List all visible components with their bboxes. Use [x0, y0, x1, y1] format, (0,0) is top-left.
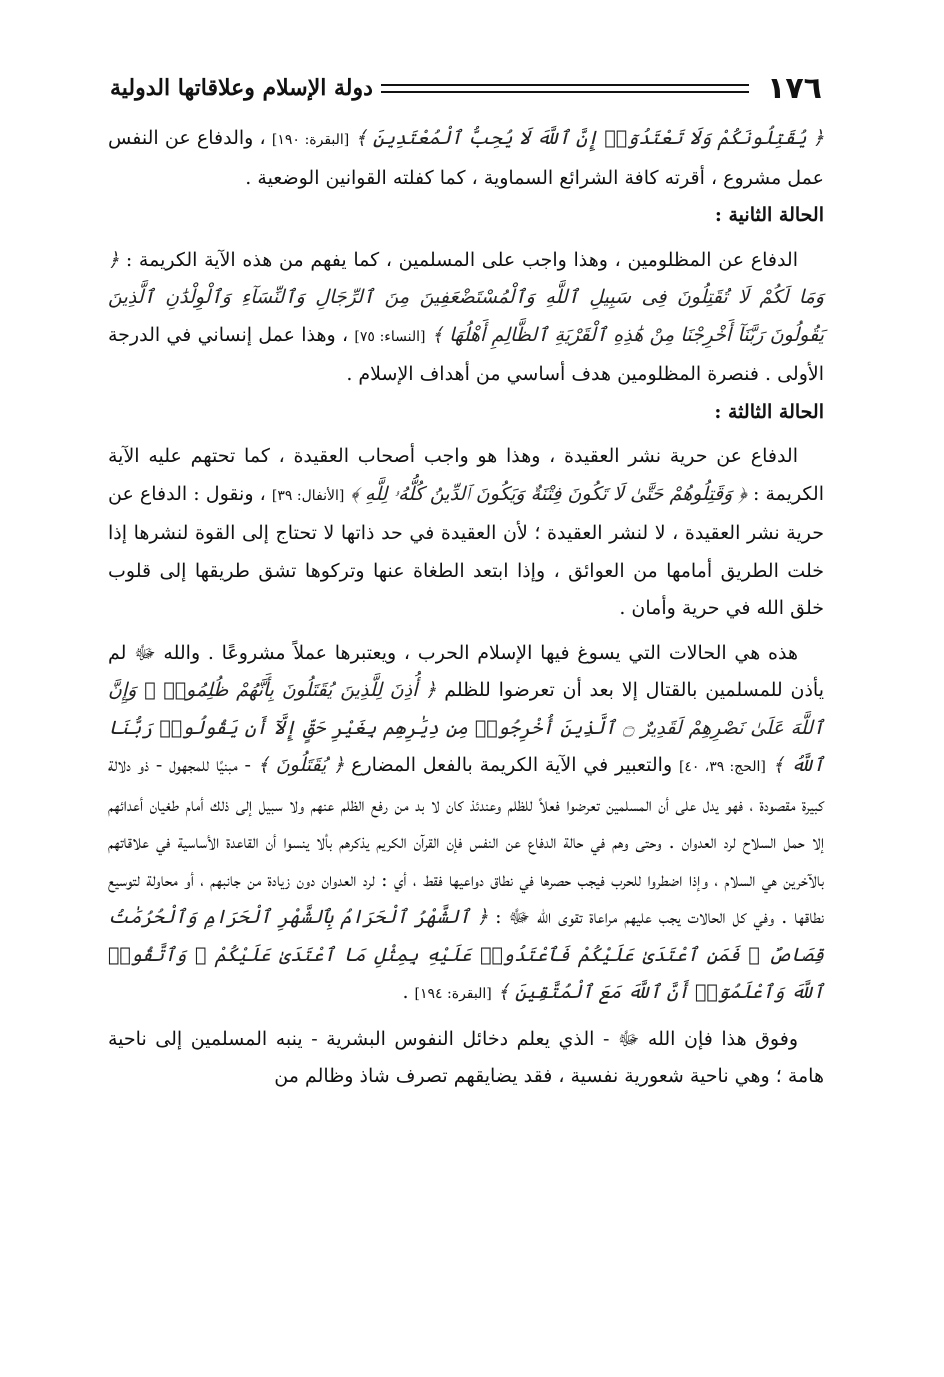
verse-reference: [البقرة: ١٩٠]: [271, 132, 350, 148]
page-body: [108, 120, 824, 1096]
verse-reference: [الحج: ٣٩، ٤٠]: [678, 759, 766, 775]
section-heading-third-case: الحالة الثالثة :: [714, 400, 824, 423]
paragraph-text: وفوق هذا فإن الله ﷻ - الذي يعلم دخائل النفوس البشرية - ينبه المسلمين إلى ناحية هامة ؛ وهي ناحية شعورية نفسية ، فقد يضايقهم تصرف شاذ وظالم من: [108, 1027, 824, 1087]
paragraph-5: [108, 1021, 824, 1096]
quran-verse: ﴿ يُقَتَلُونَ ﴾: [257, 754, 345, 776]
verse-reference: [النساء: ٧٥]: [354, 328, 426, 345]
quran-verse: ﴿ وَقَتِلُوهُمْ حَتَّىٰ لَا تَكُونَ فِتْنَةٌ وَيَكُونَ ٱلدِّينُ كُلُّهُۥ لِلَّهِ ﴾: [350, 482, 747, 505]
paragraph-2: [108, 242, 824, 394]
paragraph-text: ، والدفاع عن النفس عمل مشروع ، أقرته كافة الشرائع السماوية ، كما كفلته القوانين الوضعية .: [108, 127, 824, 189]
paragraph-3: [108, 438, 824, 628]
paragraph-text: الدفاع عن حرية نشر العقيدة ، وهذا هو واجب أصحاب العقيدة ، كما تحتهم عليه الآية الكريمة :: [108, 445, 824, 505]
paragraph-text: والتعبير في الآية الكريمة بالفعل المضارع: [351, 754, 673, 776]
header-rule: [381, 84, 749, 93]
verse-reference: [الأنفال: ٣٩]: [271, 487, 345, 504]
page-header: [110, 68, 822, 108]
quran-verse: ﴿ يُقَتِلُونَكُمْ وَلَا تَعْتَدُوٓا۟ إِنَّ ٱللَّهَ لَا يُحِبُّ ٱلْمُعْتَدِينَ ﴾: [355, 127, 824, 149]
paragraph-text: ، وهذا عمل إنساني في الدرجة الأولى . فنصرة المظلومين هدف أساسي من أهداف الإسلام .: [108, 323, 824, 385]
paragraph-end: .: [402, 981, 409, 1003]
paragraph-4: [108, 635, 824, 1014]
running-title: دولة الإسلام وعلاقاتها الدولية: [110, 75, 373, 101]
section-heading-second-case: الحالة الثانية :: [714, 204, 824, 226]
verse-reference: [البقرة: ١٩٤]: [414, 986, 492, 1002]
quran-verse: ﴿ وَمَا لَكُمْ لَا تُقَتِلُونَ فِى سَبِيلِ ٱللَّهِ وَٱلْمُسْتَضْعَفِينَ مِنَ ٱلرِّجَالِ وَٱلنِّسَآءِ وَٱلْوِلْدَٰنِ ٱلَّذِينَ يَقُولُونَ رَبَّنَآ أَخْرِجْنَا مِنْ هَٰذِهِ ٱلْقَرْيَةِ ٱلظَّالِمِ أَهْلُهَا ﴾: [108, 248, 824, 346]
paragraph-text: ، ونقول : الدفاع عن حرية نشر العقيدة ، لا لنشر العقيدة ؛ لأن العقيدة في حد ذاتها لا تحتاج إلى القوة لنشرها إذا خلت الطريق أمامها من العوائق ، وإذا ابتعد الطغاة عنها وتركوها تشق طريقها إلى قلوب خلق الله في حرية وأمان .: [108, 482, 824, 619]
paragraph-1: [108, 120, 824, 197]
paragraph-text: - مبنيًا للمجهول - ذو دلالة كبيرة مقصودة ، فهو يدل على أن المسلمين تعرضوا فعلاً للظلم وعندئذ كان لا بد من رفع الظلم عنهم ولا سبيل إلى ذلك أمام طغيان أعدائهم إلا حمل السلاح لرد العدوان . وحتى وهم في حالة الدفاع عن النفس فإن القرآن الكريم يذكرهم بألا ينسوا أن القاعدة الأساسية في علاقاتهم بالآخرين هي السلام ، وإذا اضطروا للحرب فيجب حصرها في نطاق دواعيها فقط ، أي : لرد العدوان دون زيادة من جانبهم ، أو محاولة لتوسيع نطاقها . وفي كل الحالات يجب عليهم مراعاة تقوى الله ﷻ :: [108, 754, 825, 928]
page-number: ١٧٦: [767, 70, 822, 106]
quran-verse: ﴿ ٱلشَّهْرُ ٱلْحَرَامُ بِٱلشَّهْرِ ٱلْحَرَامِ وَٱلْحُرُمَٰتُ قِصَاصٌ ۚ فَمَنِ ٱعْتَدَىٰ عَلَيْكُمْ فَٱعْتَدُوا۟ عَلَيْهِ بِمِثْلِ مَا ٱعْتَدَىٰ عَلَيْكُمْ ۚ وَٱتَّقُوا۟ ٱللَّهَ وَٱعْلَمُوٓا۟ أَنَّ ٱللَّهَ مَعَ ٱلْمُتَّقِينَ ﴾: [108, 906, 824, 1003]
quran-verse: ﴿ أُذِنَ لِلَّذِينَ يُقَتَلُونَ بِأَنَّهُمْ ظُلِمُوا۟ ۚ وَإِنَّ ٱللَّهَ عَلَىٰ نَصْرِهِمْ لَقَدِيرٌ ۝ ٱلَّذِينَ أُخْرِجُوا۟ مِن دِيَٰرِهِم بِغَيْرِ حَقٍّ إِلَّآ أَن يَقُولُوا۟ رَبُّنَا ٱللَّهُ ﴾: [108, 679, 825, 776]
paragraph-text: هذه هي الحالات التي يسوغ فيها الإسلام الحرب ، ويعتبرها عملاً مشروعًا . والله ﷻ لم يأذن للمسلمين بالقتال إلا بعد أن تعرضوا للظلم: [108, 641, 824, 701]
paragraph-text: الدفاع عن المظلومين ، وهذا واجب على المسلمين ، كما يفهم من هذه الآية الكريمة :: [125, 248, 798, 271]
